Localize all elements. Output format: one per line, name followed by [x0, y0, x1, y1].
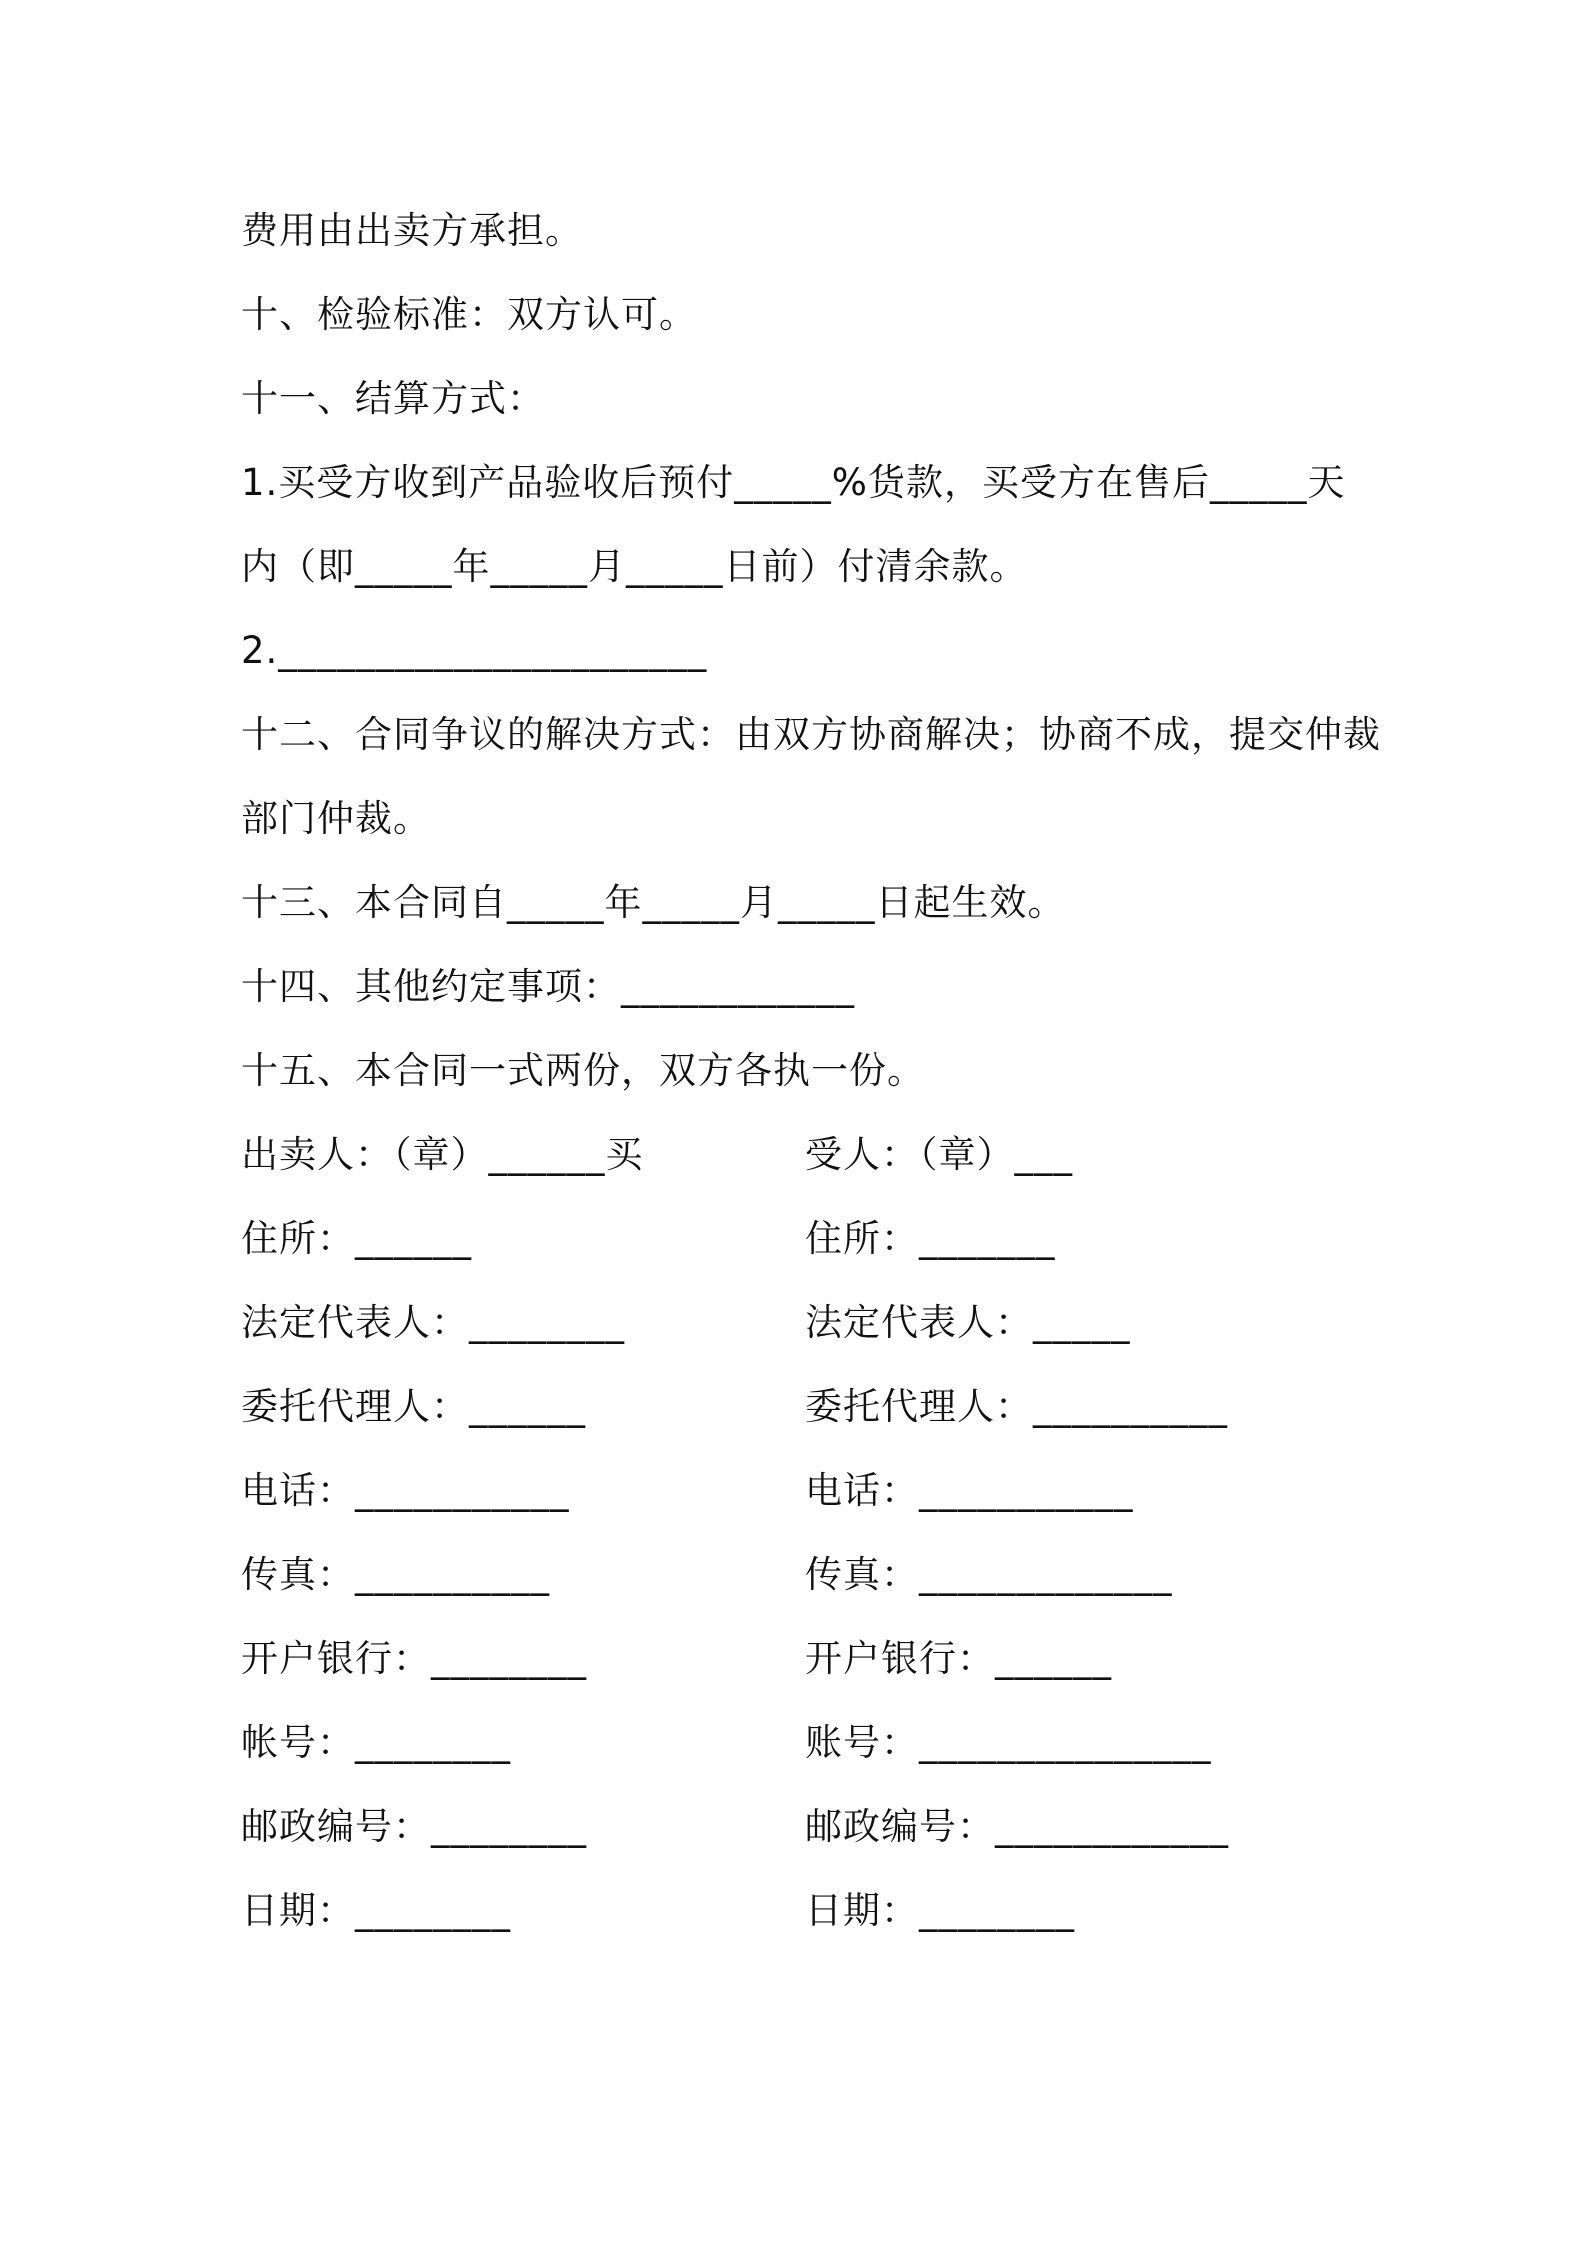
buyer-date: 日期：________: [805, 1889, 1075, 1932]
paragraph-copies: 十五、本合同一式两份，双方各执一份。: [241, 1049, 925, 1092]
seller-bank: 开户银行：________: [241, 1637, 587, 1680]
paragraph-fee-clause: 费用由出卖方承担。: [241, 209, 583, 252]
paragraph-settlement-item-1-cont: 内（即_____年_____月_____日前）付清余款。: [241, 545, 1028, 588]
paragraph-dispute-resolution: 十二、合同争议的解决方式：由双方协商解决；协商不成，提交仲裁: [241, 713, 1381, 756]
buyer-account-number: 账号：_______________: [805, 1721, 1212, 1764]
seller-date: 日期：________: [241, 1889, 511, 1932]
seller-fax: 传真：__________: [241, 1553, 550, 1596]
buyer-phone: 电话：___________: [805, 1469, 1134, 1512]
paragraph-settlement-item-2: 2.______________________: [241, 629, 708, 672]
buyer-seal: 受人：（章）___: [805, 1133, 1073, 1176]
buyer-address: 住所：_______: [805, 1217, 1056, 1260]
paragraph-inspection-standard: 十、检验标准：双方认可。: [241, 293, 697, 336]
seller-address: 住所：______: [241, 1217, 472, 1260]
paragraph-other-matters: 十四、其他约定事项：____________: [241, 965, 855, 1008]
seller-authorized-agent: 委托代理人：______: [241, 1385, 586, 1428]
paragraph-settlement-item-1: 1.买受方收到产品验收后预付_____%货款，买受方在售后_____天: [241, 461, 1346, 504]
paragraph-settlement-heading: 十一、结算方式：: [241, 377, 545, 420]
seller-account-number: 帐号：________: [241, 1721, 511, 1764]
seller-phone: 电话：___________: [241, 1469, 570, 1512]
paragraph-dispute-resolution-cont: 部门仲裁。: [241, 797, 431, 840]
buyer-fax: 传真：_____________: [805, 1553, 1173, 1596]
seller-legal-representative: 法定代表人：________: [241, 1301, 625, 1344]
seller-seal: 出卖人：（章）______买: [241, 1133, 644, 1176]
buyer-authorized-agent: 委托代理人：__________: [805, 1385, 1228, 1428]
seller-postal-code: 邮政编号：________: [241, 1805, 587, 1848]
paragraph-effective-date: 十三、本合同自_____年_____月_____日起生效。: [241, 881, 1066, 924]
buyer-legal-representative: 法定代表人：_____: [805, 1301, 1131, 1344]
buyer-postal-code: 邮政编号：____________: [805, 1805, 1229, 1848]
buyer-bank: 开户银行：______: [805, 1637, 1112, 1680]
